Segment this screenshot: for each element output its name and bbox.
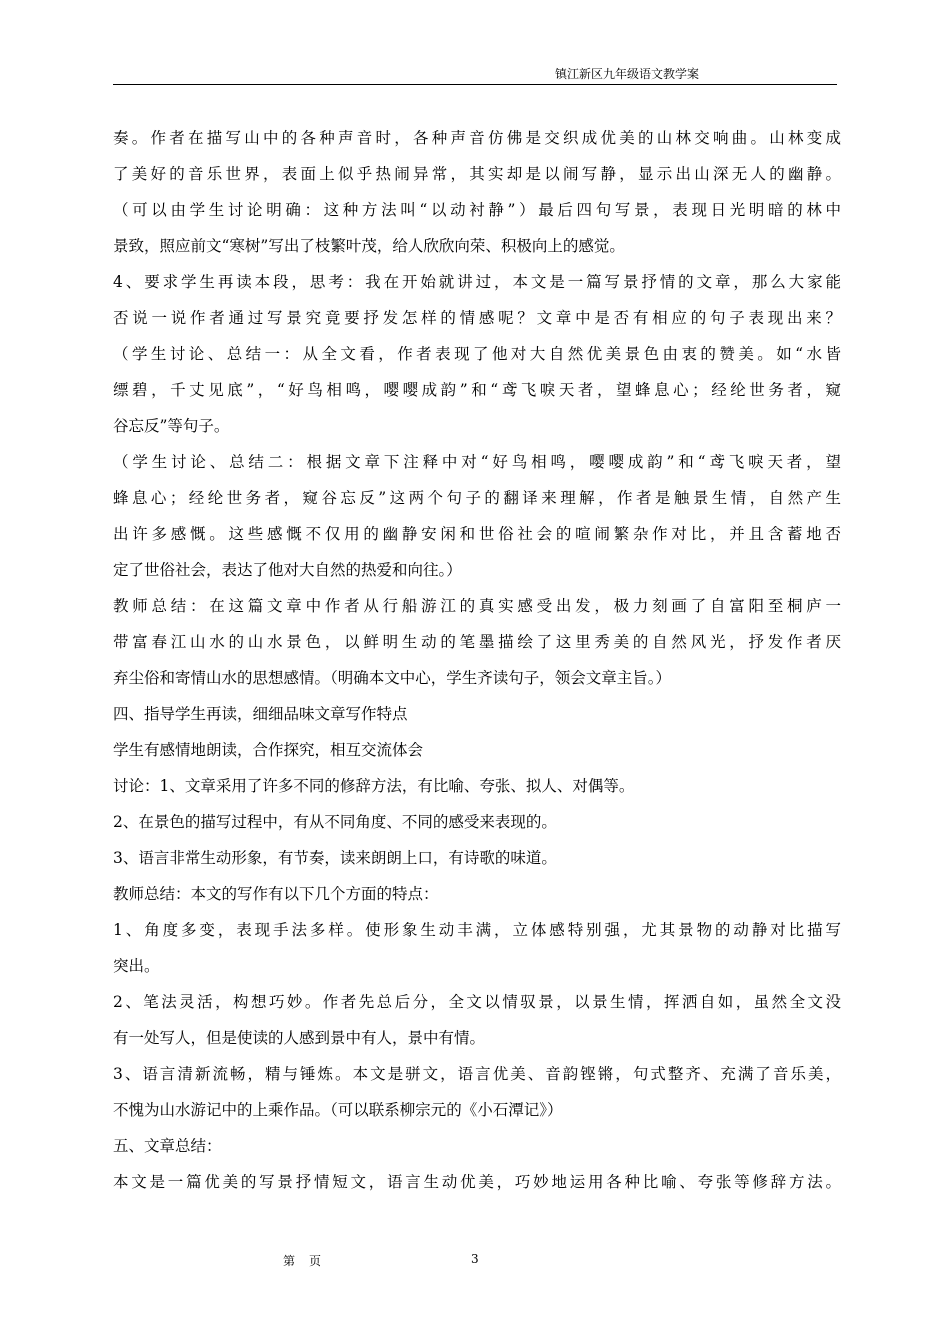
body-line: 谷忘反”等句子。 bbox=[113, 417, 230, 435]
body-line: 否说一说作者通过写景究竟要抒发怎样的情感呢？文章中是否有相应的句子表现出来？ bbox=[113, 309, 841, 327]
body-line: （学生讨论、总结二：根据文章下注释中对“好鸟相鸣，嘤嘤成韵”和“鸢飞唳天者，望 bbox=[113, 453, 841, 471]
body-line: 3、语言清新流畅，精与锤炼。本文是骈文，语言优美、音韵铿锵，句式整齐、充满了音乐美， bbox=[113, 1065, 841, 1083]
body-line: 弃尘俗和寄情山水的思想感情。（明确本文中心，学生齐读句子，领会文章主旨。） bbox=[113, 669, 672, 687]
footer-page-number: 3 bbox=[471, 1252, 479, 1266]
footer-page-label: 第页 bbox=[283, 1254, 336, 1268]
body-line: 2、在景色的描写过程中，有从不同角度、不同的感受来表现的。 bbox=[113, 813, 557, 831]
body-line: （学生讨论、总结一：从全文看，作者表现了他对大自然优美景色由衷的赞美。如“水皆 bbox=[113, 345, 841, 363]
body-line: 了美好的音乐世界，表面上似乎热闹异常，其实却是以闹写静，显示出山深无人的幽静。 bbox=[113, 165, 841, 183]
page-header bbox=[113, 66, 837, 85]
header-title: 镇江新区九年级语文教学案 bbox=[554, 67, 699, 81]
body-line: 不愧为山水游记中的上乘作品。（可以联系柳宗元的《小石潭记》） bbox=[113, 1101, 563, 1119]
document-body bbox=[113, 120, 841, 1200]
body-line: 突出。 bbox=[113, 957, 160, 975]
body-line: 本文是一篇优美的写景抒情短文，语言生动优美，巧妙地运用各种比喻、夸张等修辞方法。 bbox=[113, 1173, 841, 1191]
body-line: 奏。作者在描写山中的各种声音时，各种声音仿佛是交织成优美的山林交响曲。山林变成 bbox=[113, 129, 841, 147]
body-line: 1、角度多变，表现手法多样。使形象生动丰满，立体感特别强，尤其景物的动静对比描写 bbox=[113, 921, 841, 939]
body-line: 讨论：1、文章采用了许多不同的修辞方法，有比喻、夸张、拟人、对偶等。 bbox=[113, 777, 635, 795]
body-line: 3、语言非常生动形象，有节奏，读来朗朗上口，有诗歌的味道。 bbox=[113, 849, 557, 867]
body-line: 定了世俗社会，表达了他对大自然的热爱和向往。） bbox=[113, 561, 462, 579]
body-line: 4、要求学生再读本段，思考：我在开始就讲过，本文是一篇写景抒情的文章，那么大家能 bbox=[113, 273, 841, 291]
body-line: 教师总结：在这篇文章中作者从行船游江的真实感受出发，极力刻画了自富阳至桐庐一 bbox=[113, 597, 841, 615]
body-line: 带富春江山水的山水景色，以鲜明生动的笔墨描绘了这里秀美的自然风光，抒发作者厌 bbox=[113, 633, 841, 651]
body-line: 缥碧，千丈见底”，“好鸟相鸣，嘤嘤成韵”和“鸢飞唳天者，望蜂息心；经纶世务者，窥 bbox=[113, 381, 841, 399]
body-line: 教师总结：本文的写作有以下几个方面的特点： bbox=[113, 885, 439, 903]
body-line: 有一处写人，但是使读的人感到景中有人，景中有情。 bbox=[113, 1029, 486, 1047]
body-line: 学生有感情地朗读，合作探究，相互交流体会 bbox=[113, 741, 424, 759]
section-heading: 五、文章总结： bbox=[113, 1137, 222, 1155]
body-line: （可以由学生讨论明确：这种方法叫“以动衬静”）最后四句写景，表现日光明暗的林中 bbox=[113, 201, 841, 219]
body-line: 蜂息心；经纶世务者，窥谷忘反”这两个句子的翻译来理解，作者是触景生情，自然产生 bbox=[113, 489, 841, 507]
body-line: 2、笔法灵活，构想巧妙。作者先总后分，全文以情驭景，以景生情，挥洒自如，虽然全文没 bbox=[113, 993, 841, 1011]
body-line: 出许多感慨。这些感慨不仅用的幽静安闲和世俗社会的喧闹繁杂作对比，并且含蓄地否 bbox=[113, 525, 841, 543]
section-heading: 四、指导学生再读，细细品味文章写作特点 bbox=[113, 705, 408, 723]
body-line: 景致，照应前文“寒树”写出了枝繁叶茂，给人欣欣向荣、积极向上的感觉。 bbox=[113, 237, 625, 255]
